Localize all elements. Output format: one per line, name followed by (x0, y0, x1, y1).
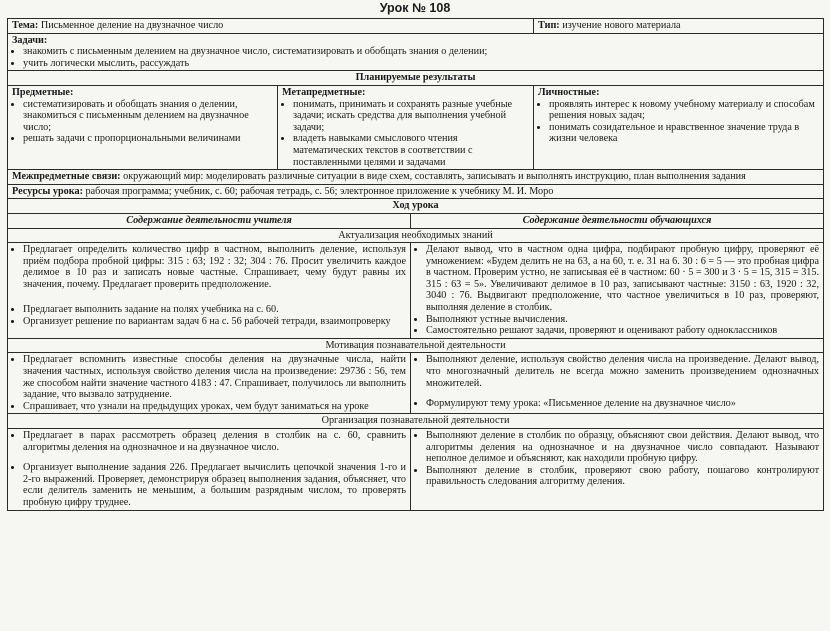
interdisciplinary-cell (8, 170, 824, 185)
metasubject-results-list (282, 99, 529, 169)
student-activity-list (415, 354, 819, 389)
list-item: • Организует решение по вариантам задач 6 на с. 56 рабочей тетради, взаимопроверку (23, 316, 406, 328)
list-item: • Выполняют деление в столбик по образцу, объясняют свои действия. Делают вывод, что алгоритмы деления на однозначное и на двузначное число совпадают. Называют неполное делимое и объясняют, как находили пробную цифру. (426, 430, 819, 465)
teacher-activity-list (12, 244, 406, 290)
student-activity-list (415, 398, 819, 410)
interdisciplinary-value: окружающий мир: моделировать различные ситуации в виде схем, составлять, записывать и выполнять инструкцию, план выполнения задания (123, 171, 746, 183)
student-activity-list (415, 244, 819, 337)
section-header-row (8, 228, 824, 243)
list-item: • Предлагает определить количество цифр в частном, выполнить деление, используя приём подбора пробной цифры: 315 : 63; 192 : 32; 304 : 76. Просит увеличить каждое делимое в 10 раз и записать новые частные. Спрашивает, чему будут равны их значения, почему. Предлагает проверить предположение. (23, 244, 406, 290)
list-item: • понимать, принимать и сохранять разные учебные задачи; искать средства для выполнения учебной задачи; (293, 99, 529, 134)
resources-label: Ресурсы урока: (12, 185, 83, 197)
list-item: • Выполняют деление, используя свойство деления числа на произведение. Делают вывод, что многозначный делитель не всегда можно заменить произведением однозначных множителей. (426, 354, 819, 389)
objectives-cell (8, 33, 824, 71)
student-activity-cell (411, 353, 824, 414)
type-label: Тип: (538, 20, 560, 31)
teacher-activity-cell (8, 243, 411, 339)
list-item: • Самостоятельно решают задачи, проверяют и оценивают работу одноклассников (426, 325, 819, 337)
section-content-row (8, 353, 824, 414)
columns-header-row (8, 213, 824, 228)
planned-results-header-row (8, 71, 824, 86)
personal-results-cell (534, 85, 824, 169)
list-item: • проявлять интерес к новому учебному материалу и способам решения новых задач; (549, 99, 819, 122)
teacher-activity-list (12, 462, 406, 508)
type-value: изучение нового материала (562, 20, 681, 31)
teacher-activity-cell (8, 353, 411, 414)
topic-row (8, 19, 824, 34)
planned-results-header: Планируемые результаты (8, 71, 824, 86)
list-item: • Организует выполнение задания 226. Предлагает вычислить цепочкой значения 1-го и 2-го выражений. Проверяет, демонстрируя образец выполнения задания, объясняет, что если делитель заменить не меньшим, а большим разрядным числом, то проверять пробную цифру труднее. (23, 462, 406, 508)
type-cell (534, 19, 824, 34)
teacher-activity-cell (8, 429, 411, 511)
section-title: Организация познавательной деятельности (8, 414, 824, 429)
list-item: • Выполняют устные вычисления. (426, 314, 819, 326)
topic-value: Письменное деление на двузначное число (40, 20, 224, 31)
interdisciplinary-label: Межпредметные связи: (12, 171, 121, 183)
objectives-label: Задачи: (12, 34, 48, 46)
subject-results-label: Предметные: (12, 86, 74, 98)
student-activity-list (415, 430, 819, 488)
list-item: • Делают вывод, что в частном одна цифра, подбирают пробную цифру, проверяют её умножением: «Будем делить не на 63, а на 60, т. е. 31 на 6. 30 : 6 = 5 — это пробная цифра в частном. Проверим устно, не записывая её в частном: 60 · 5 = 300 и 3 · 5 = 15, 315 = 315. 315 : 63 = 5». Увеличивают делимое в 10 раз, записывают частные: 3150 : 63, 1920 : 32, 3040 : 76. Выдвигают предположение, что частное увеличиться в 10 раз, проверяют, выполняя деление в столбик. (426, 244, 819, 314)
objectives-list (12, 46, 819, 69)
teacher-column-header: Содержание деятельности учителя (8, 213, 411, 228)
list-item: • Предлагает в парах рассмотреть образец деления в столбик на с. 60, сравнить алгоритмы деления на однозначное и на двузначное число. (23, 430, 406, 453)
lesson-plan-table (7, 18, 824, 511)
list-item: • решать задачи с пропорциональными величинами (23, 133, 273, 145)
teacher-activity-list (12, 304, 406, 327)
metasubject-results-cell (278, 85, 534, 169)
section-title: Актуализация необходимых знаний (8, 228, 824, 243)
student-activity-cell (411, 429, 824, 511)
resources-cell (8, 184, 824, 199)
student-activity-cell (411, 243, 824, 339)
list-item: • знакомить с письменным делением на двузначное число, систематизировать и обобщать знания о делении; (23, 46, 819, 58)
section-title: Мотивация познавательной деятельности (8, 338, 824, 353)
metasubject-results-label: Метапредметные: (282, 86, 366, 98)
list-item: • понимать созидательное и нравственное значение труда в жизни человека (549, 122, 819, 145)
teacher-activity-list (12, 354, 406, 412)
section-content-row (8, 429, 824, 511)
list-item: • систематизировать и обобщать знания о делении, знакомиться с письменным делением на двузначное число; (23, 99, 273, 134)
section-header-row (8, 338, 824, 353)
list-item: • учить логически мыслить, рассуждать (23, 58, 819, 70)
list-item: • Предлагает вспомнить известные способы деления на двузначные числа, найти значения частных, используя свойство деления числа на произведение: 29736 : 56, тем же способом найти значение частного 4183 : 47. Спрашивает, получилось ли выполнить задание, что вызвало затруднение. (23, 354, 406, 400)
personal-results-label: Личностные: (538, 86, 600, 98)
resources-row (8, 184, 824, 199)
planned-results-row (8, 85, 824, 169)
page-title: Урок № 108 (379, 1, 451, 15)
list-item: • Выполняют деление в столбик, проверяют свою работу, пошагово контролируют правильность следования алгоритму деления. (426, 465, 819, 488)
list-item: • Предлагает выполнить задание на полях учебника на с. 60. (23, 304, 406, 316)
lesson-flow-header-row (8, 199, 824, 214)
topic-cell (8, 19, 534, 34)
subject-results-cell (8, 85, 278, 169)
teacher-activity-list (12, 430, 406, 453)
list-item: • Формулируют тему урока: «Письменное деление на двузначное число» (426, 398, 819, 410)
section-content-row (8, 243, 824, 339)
lesson-flow-header: Ход урока (8, 199, 824, 214)
section-header-row (8, 414, 824, 429)
list-item: • Спрашивает, что узнали на предыдущих уроках, чем будут заниматься на уроке (23, 401, 406, 413)
list-item: • владеть навыками смыслового чтения математических текстов в соответствии с поставленными целями и задачами (293, 133, 529, 168)
student-column-header: Содержание деятельности обучающихся (411, 213, 824, 228)
topic-label: Тема: (12, 20, 39, 31)
resources-value: рабочая программа; учебник, с. 60; рабочая тетрадь, с. 56; электронное приложение к учебнику М. И. Моро (85, 185, 554, 197)
objectives-row (8, 33, 824, 71)
interdisciplinary-row (8, 170, 824, 185)
subject-results-list (12, 99, 273, 145)
personal-results-list (538, 99, 819, 145)
